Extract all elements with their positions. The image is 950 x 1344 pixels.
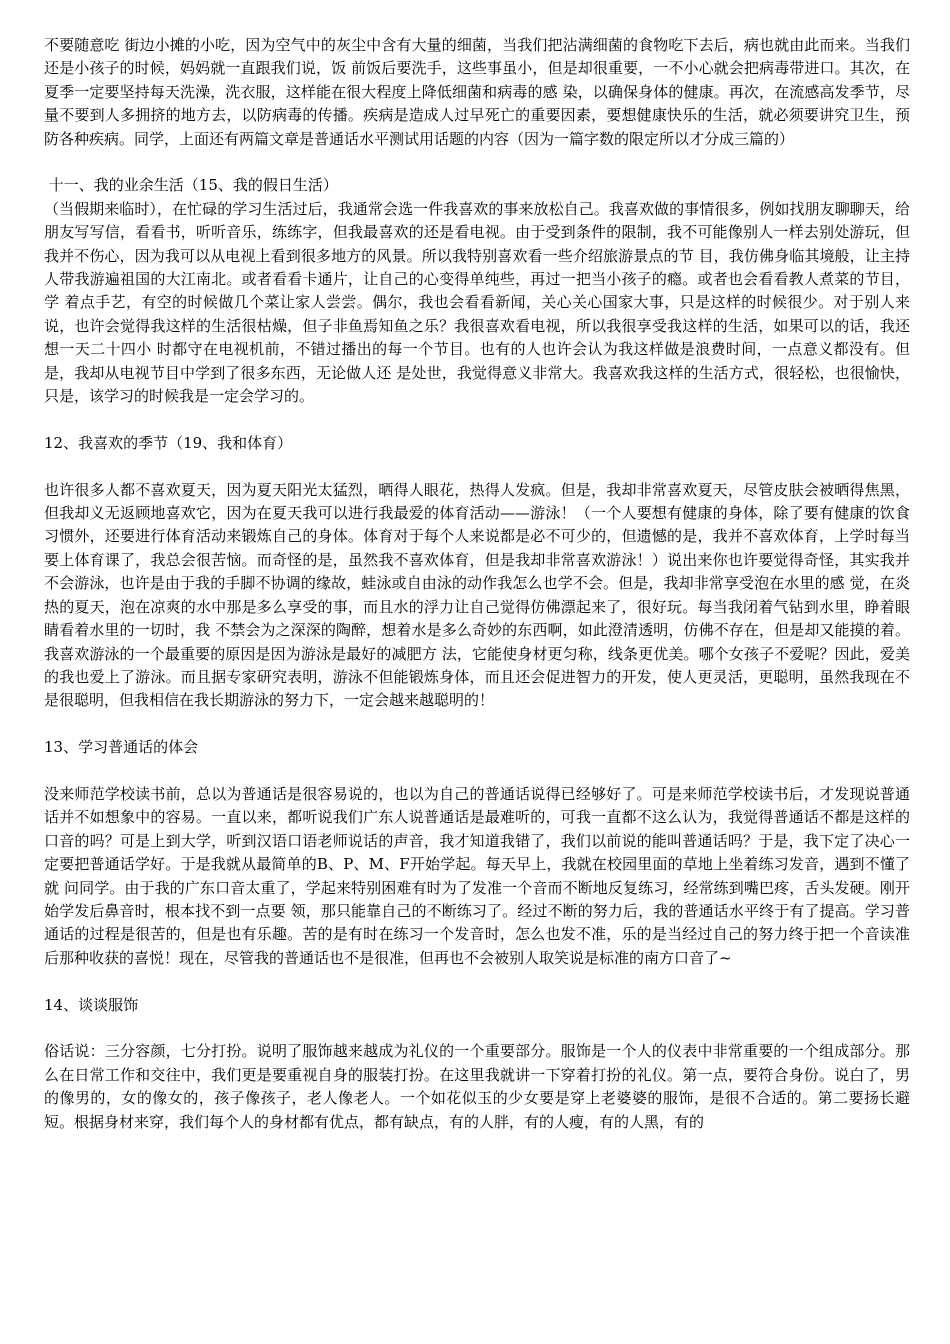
section-12-heading: 12、我喜欢的季节（19、我和体育） [44,433,293,452]
section-12-body: 也许很多人都不喜欢夏天，因为夏天阳光太猛烈，晒得人眼花，热得人发疯。但是，我却非常喜欢夏天，尽管皮肤会被晒得焦黑，但我却义无返顾地喜欢它，因为在夏天我可以进行我最爱的体育活动——游泳！（一个人要想有健康的身体，除了要有健康的饮食习惯外，还要进行体育活动来锻炼自己的身体。体育对于每个人来说都是必不可少的，但遗憾的是，我并不喜欢体育，上学时每当要上体育课了，我总会很苦恼。而奇怪的是，虽然我不喜欢体育，但是我却非常喜欢游泳！）说出来你也许要觉得奇怪，其实我并不会游泳，也许是由于我的手脚不协调的缘故，蛙泳或自由泳的动作我怎么也学不会。但是，我却非常享受泡在水里的感 觉，在炎热的夏天，泡在凉爽的水中那是多么享受的事，而且水的浮力让自己觉得仿佛漂起来了，很好玩。每当我闭着气钻到水里，睁着眼睛看着水里的一切时，我 不禁会为之深深的陶醉，想着水是多么奇妙的东西啊，如此澄清透明，仿佛不存在，但是却又能摸的着。我喜欢游泳的一个最重要的原因是因为游泳是最好的减肥方 法，它能使身材更匀称，线条更优美。哪个女孩子不爱呢？因此，爱美的我也爱上了游泳。而且据专家研究表明，游泳不但能锻炼身体，而且还会促进智力的开发，使人更灵活，更聪明，虽然我现在不是很聪明，但我相信在我长期游泳的努力下，一定会越来越聪明的！ [44,480,910,710]
spacer [44,1017,910,1040]
section-14-heading: 14、谈谈服饰 [44,995,139,1014]
section-14-body: 俗话说：三分容颜，七分打扮。说明了服饰越来越成为礼仪的一个重要部分。服饰是一个人的仪表中非常重要的一个组成部分。那么在日常工作和交往中，我们更是要重视自身的服装打扮。在这里我就讲一下穿着打扮的礼仪。第一点，要符合身份。说白了，男的像男的，女的像女的，孩子像孩子，老人像老人。一个如花似玉的少女要是穿上老婆婆的服饰，是很不合适的。第二要扬长避短。根据身材来穿，我们每个人的身材都有优点，都有缺点，有的人胖，有的人瘦，有的人黑，有的 [44,1042,910,1131]
spacer [44,151,910,174]
section-13-heading: 13、学习普通话的体会 [44,738,199,757]
section-13-body: 没来师范学校读书前，总以为普通话是很容易说的，也以为自己的普通话说得已经够好了。可是来师范学校读书后，才发现说普通话并不如想象中的容易。一直以来，都听说我们广东人说普通话是最难听的，可我一直都不这么认为，我觉得普通话不都是这样的口音的吗？可是上到大学，听到汉语口语老师说话的声音，我才知道我错了，我们以前说的能叫普通话吗？于是，我下定了决心一定要把普通话学好。于是我就从最简单的B、P、M、F开始学起。每天早上，我就在校园里面的草地上坐着练习发音，遇到不懂了就 问同学。由于我的广东口音太重了，学起来特别困难有时为了发准一个音而不断地反复练习，经常练到嘴巴疼，舌头发硬。刚开始学发后鼻音时，根本找不到一点要 领，那只能靠自己的不断练习了。经过不断的努力后，我的普通话水平终于有了提高。学习普通话的过程是很苦的，但是也有乐趣。苦的是有时在练习一个发音时，怎么也发不准，乐的是当经过自己的努力终于把一个音读准后那种收获的喜悦！现在，尽管我的普通话也不是很准，但再也不会被别人取笑说是标准的南方口音了~ [44,784,910,967]
section-11-body: （当假期来临时），在忙碌的学习生活过后，我通常会选一件我喜欢的事来放松自己。我喜欢做的事情很多，例如找朋友聊聊天，给朋友写写信，看看书，听听音乐，练练字，但我最喜欢的还是看电视。由于受到条件的限制，我不可能像别人一样去别处游玩，但我并不伤心，因为我可以从电视上看到很多地方的风景。所以我特别喜欢看一些介绍旅游景点的节 目，我仿佛身临其境般，让主持人带我游遍祖国的大江南北。或者看看卡通片，让自己的心变得单纯些，再过一把当小孩子的瘾。或者也会看看教人煮菜的节目，学 着点手艺，有空的时候做几个菜让家人尝尝。偶尔，我也会看看新闻，关心关心国家大事，只是这样的时候很少。对于别人来说，也许会觉得我这样的生活很枯燥，但子非鱼焉知鱼之乐？我很喜欢看电视，所以我很享受我这样的生活，如果可以的话，我还想一天二十四小 时都守在电视机前，不错过播出的每一个节目。也有的人也许会认为我这样做是浪费时间，一点意义都没有。但是，我却从电视节目中学到了很多东西，无论做人还 是处世，我觉得意义非常大。我喜欢我这样的生活方式，很轻松，也很愉快，只是，该学习的时候我是一定会学习的。 [44,199,910,406]
spacer [44,760,910,783]
spacer [44,408,910,431]
section-11-heading: 十一、我的业余生活（15、我的假日生活） [44,176,338,195]
document-page [44,34,910,1134]
spacer [44,713,910,736]
intro-paragraph: 不要随意吃 街边小摊的小吃，因为空气中的灰尘中含有大量的细菌，当我们把沾满细菌的食物吃下去后，病也就由此而来。当我们还是小孩子的时候，妈妈就一直跟我们说，饭 前饭后要洗手，这些事虽小，但是却很重要，一不小心就会把病毒带进口。其次，在夏季一定要坚持每天洗澡，洗衣服，这样能在很大程度上降低细菌和病毒的感 染，以确保身体的健康。再次，在流感高发季节，尽量不要到人多拥挤的地方去，以防病毒的传播。疾病是造成人过早死亡的重要因素，要想健康快乐的生活，就必须要讲究卫生，预防各种疾病。同学，上面还有两篇文章是普通话水平测试用话题的内容（因为一篇字数的限定所以才分成三篇的） [44,36,910,148]
spacer [44,970,910,993]
spacer [44,455,910,478]
